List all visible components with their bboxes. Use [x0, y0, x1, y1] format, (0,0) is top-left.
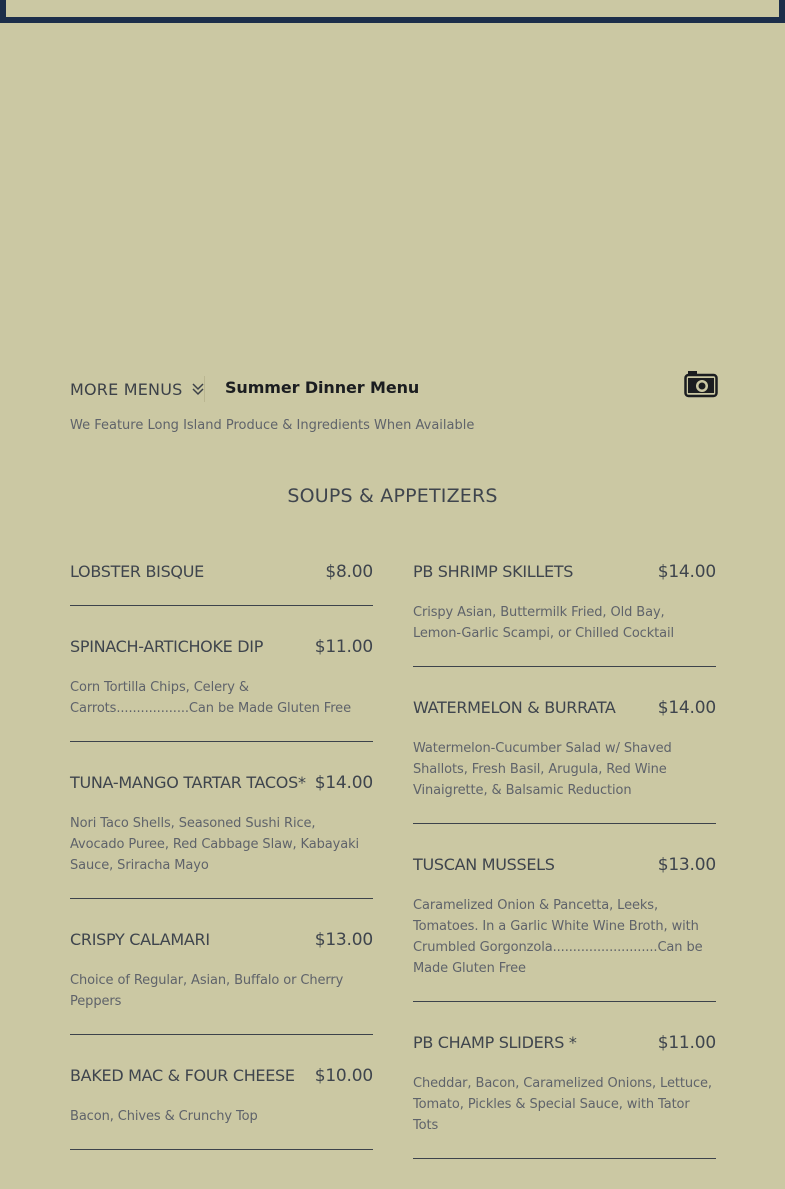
top-nav-bar [0, 0, 785, 23]
item-description: Choice of Regular, Asian, Buffalo or Cherry Peppers [70, 973, 344, 1009]
item-price: $11.00 [657, 1033, 716, 1053]
item-name: WATERMELON & BURRATA [413, 698, 616, 717]
item-name: SPINACH-ARTICHOKE DIP [70, 637, 264, 656]
item-price: $13.00 [657, 855, 716, 875]
item-name: BAKED MAC & FOUR CHEESE [70, 1066, 295, 1085]
feature-note: We Feature Long Island Produce & Ingredients When Available [70, 418, 475, 433]
menu-column-left [70, 561, 373, 1180]
item-name: CRISPY CALAMARI [70, 930, 210, 949]
more-menus-button[interactable] [70, 378, 205, 400]
menu-item [413, 697, 716, 824]
item-price: $13.00 [314, 930, 373, 950]
item-price: $14.00 [657, 698, 716, 718]
item-price: $10.00 [314, 1066, 373, 1086]
item-price: $11.00 [314, 637, 373, 657]
item-name: TUNA-MANGO TARTAR TACOS* [70, 773, 306, 792]
item-price: $8.00 [325, 562, 373, 582]
item-name: LOBSTER BISQUE [70, 562, 204, 581]
menu-item [70, 561, 373, 606]
section-title: SOUPS & APPETIZERS [287, 485, 498, 507]
menu-item [70, 929, 373, 1035]
menu-item [413, 854, 716, 1002]
item-description: Crispy Asian, Buttermilk Fried, Old Bay, Lemon-Garlic Scampi, or Chilled Cocktail [413, 605, 675, 641]
menu-divider [204, 376, 205, 402]
menu-item [413, 1032, 716, 1159]
item-description: Watermelon-Cucumber Salad w/ Shaved Shallots, Fresh Basil, Arugula, Red Wine Vinaigrette, & Balsamic Reduction [413, 741, 672, 798]
menu-title: Summer Dinner Menu [225, 378, 420, 397]
menu-item [70, 772, 373, 899]
item-description: Cheddar, Bacon, Caramelized Onions, Lettuce, Tomato, Pickles & Special Sauce, with Tator Tots [413, 1076, 712, 1133]
menu-column-right [413, 561, 716, 1189]
menu-item [70, 1065, 373, 1150]
item-name: PB CHAMP SLIDERS * [413, 1033, 577, 1052]
item-description: Corn Tortilla Chips, Celery & Carrots..................Can be Made Gluten Free [70, 680, 351, 716]
menu-item [70, 636, 373, 742]
item-price: $14.00 [314, 773, 373, 793]
hero-banner [0, 23, 785, 353]
more-menus-label: MORE MENUS [70, 379, 183, 399]
item-description: Nori Taco Shells, Seasoned Sushi Rice, Avocado Puree, Red Cabbage Slaw, Kabayaki Sauce, Sriracha Mayo [70, 816, 360, 873]
item-name: PB SHRIMP SKILLETS [413, 562, 574, 581]
item-description: Bacon, Chives & Crunchy Top [70, 1109, 258, 1124]
camera-icon[interactable] [684, 369, 718, 399]
menu-bar [70, 378, 718, 402]
item-price: $14.00 [657, 562, 716, 582]
item-name: TUSCAN MUSSELS [413, 855, 555, 874]
item-description: Caramelized Onion & Pancetta, Leeks, Tomatoes. In a Garlic White Wine Broth, with Crumbled Gorgonzola..........................Can be Made Gluten Free [413, 898, 703, 976]
top-nav-inner [6, 0, 779, 17]
menu-item [413, 561, 716, 667]
